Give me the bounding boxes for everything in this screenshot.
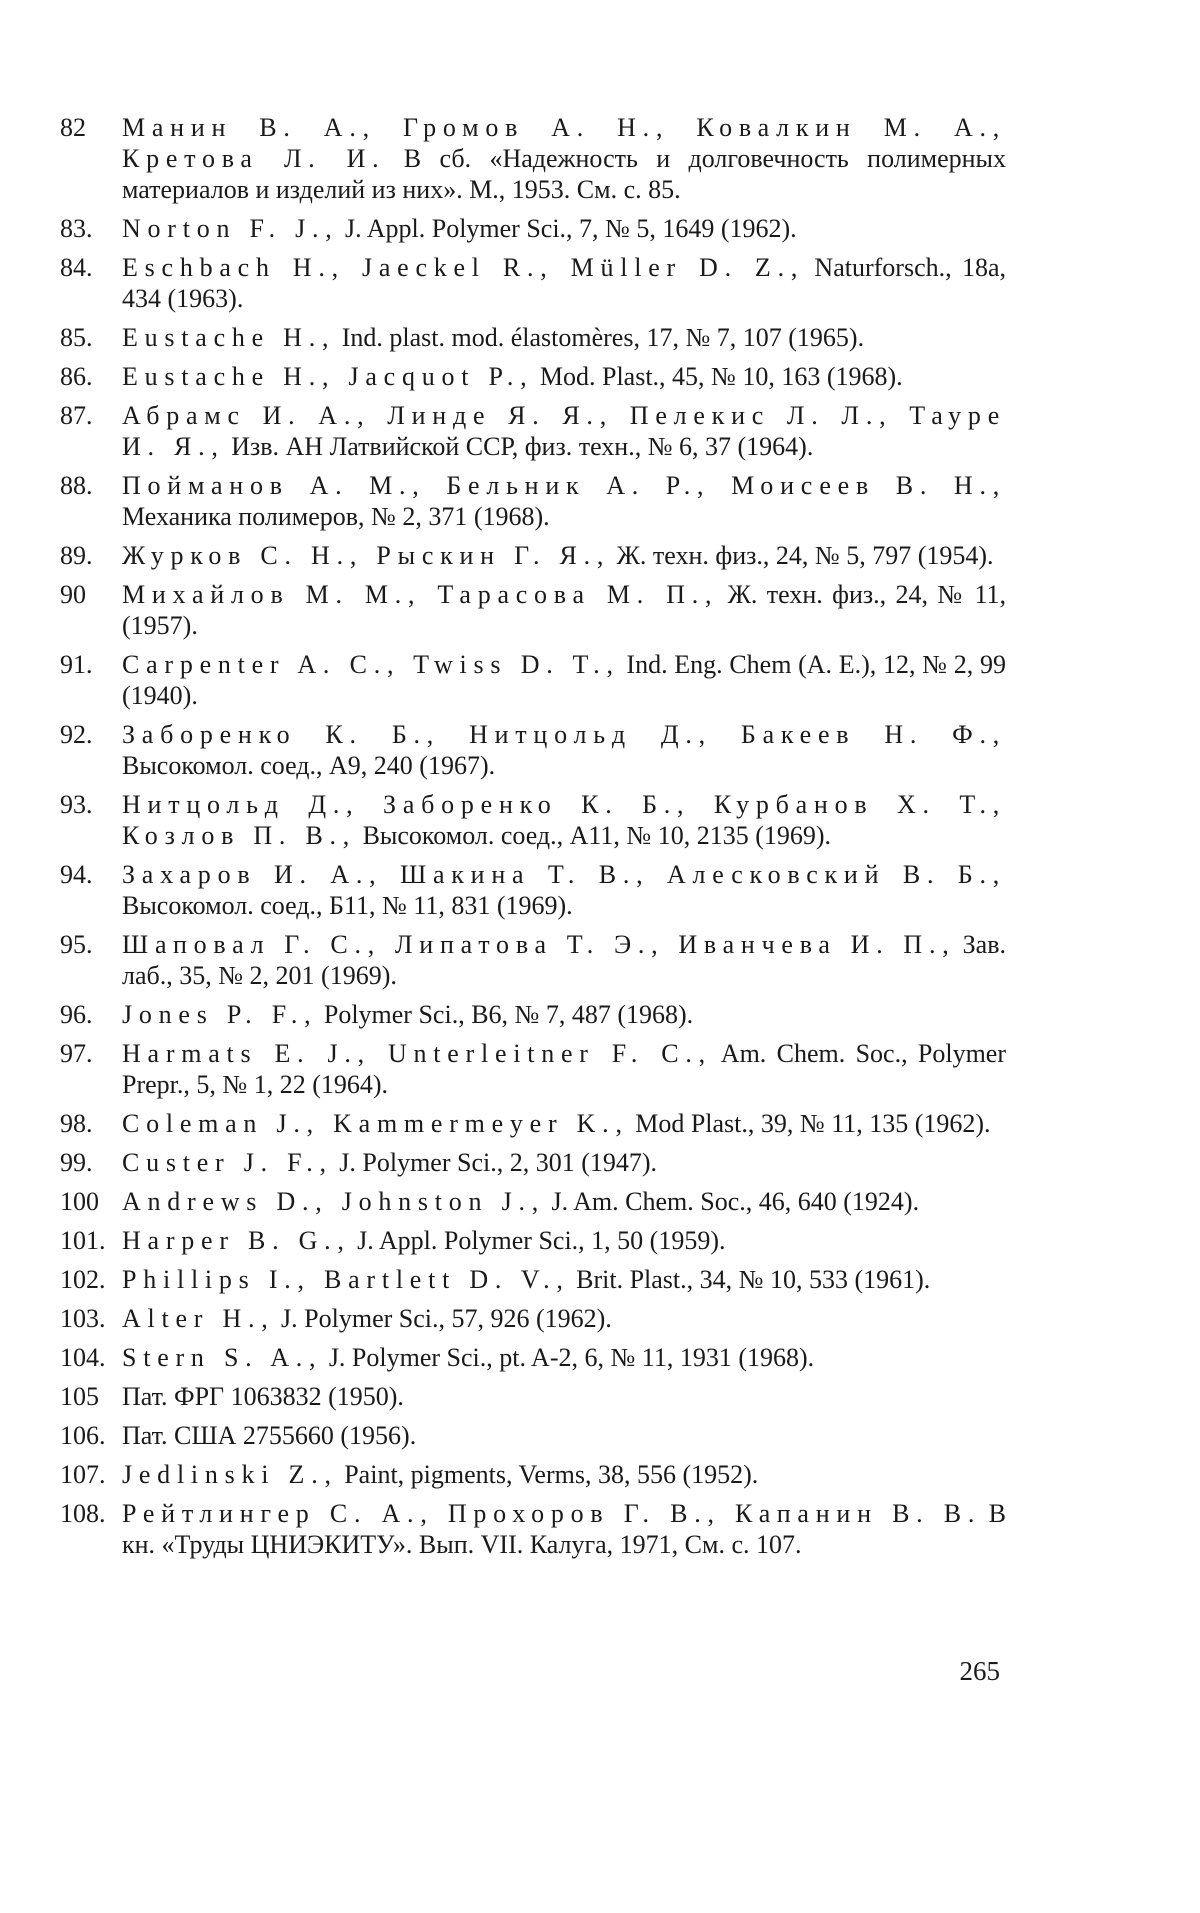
reference-source: Am. Chem. Soc., Polymer Prepr., 5, № 1, 22 (1964). — [122, 1039, 1007, 1099]
reference-source: Пат. ФРГ 1063832 (1950). — [122, 1382, 404, 1411]
reference-entry — [60, 789, 1006, 851]
reference-entry — [60, 1303, 1006, 1334]
reference-body — [122, 1186, 1006, 1217]
reference-number: 94. — [60, 860, 93, 889]
reference-authors: Eustache H., — [122, 323, 336, 352]
reference-number: 105 — [60, 1382, 99, 1411]
reference-number: 91. — [60, 650, 93, 679]
reference-source: Ind. Eng. Chem (A. E.), 12, № 2, 99 (1940). — [122, 650, 1006, 710]
reference-number: 99. — [60, 1148, 93, 1177]
reference-body — [122, 1264, 1006, 1295]
reference-body — [122, 322, 1006, 353]
reference-source: Высокомол. соед., Б11, № 11, 831 (1969). — [122, 891, 573, 920]
reference-authors: Eustache H., Jacquot P., — [122, 362, 534, 391]
reference-number: 98. — [60, 1109, 93, 1138]
reference-authors: Абрамс И. А., Линде Я. Я., Пелекис Л. Л., Тауре И. Я., — [122, 401, 1006, 461]
reference-source: Зав. лаб., 35, № 2, 201 (1969). — [122, 930, 1006, 990]
reference-entry — [60, 859, 1006, 921]
reference-number: 95. — [60, 930, 93, 959]
reference-entry — [60, 1038, 1006, 1100]
reference-number: 83. — [60, 214, 93, 243]
reference-body — [122, 1147, 1006, 1178]
reference-body — [122, 719, 1006, 781]
reference-source: Пат. США 2755660 (1956). — [122, 1421, 417, 1450]
reference-source: J. Am. Chem. Soc., 46, 640 (1924). — [544, 1187, 920, 1216]
reference-source: J. Appl. Polymer Sci., 1, 50 (1959). — [350, 1226, 726, 1255]
reference-authors: Нитцольд Д., Заборенко К. Б., Курбанов Х. Т., Козлов П. В., — [122, 790, 1006, 850]
reference-number: 82 — [60, 113, 86, 142]
reference-source: J. Polymer Sci., 2, 301 (1947). — [332, 1148, 658, 1177]
reference-authors: Захаров И. А., Шакина Т. В., Алесковский В. Б., — [122, 860, 1006, 889]
reference-body — [122, 1459, 1006, 1490]
reference-authors: Alter H., — [122, 1304, 275, 1333]
page-number: 265 — [959, 1656, 1000, 1686]
reference-source: Высокомол. соед., А9, 240 (1967). — [122, 751, 496, 780]
reference-entry — [60, 213, 1006, 244]
reference-authors: Журков С. Н., Рыскин Г. Я., — [122, 541, 611, 570]
reference-number: 96. — [60, 1000, 93, 1029]
reference-body — [122, 999, 1006, 1030]
reference-source: В сб. «Надежность и долговечность полимерных материалов и изделий из них». М., 1953. См. с. 85. — [122, 144, 1006, 204]
reference-entry — [60, 1459, 1006, 1490]
reference-entry — [60, 252, 1006, 314]
reference-body — [122, 1420, 1006, 1451]
reference-source: Ж. техн. физ., 24, № 5, 797 (1954). — [610, 541, 994, 570]
reference-entry — [60, 1264, 1006, 1295]
reference-number: 84. — [60, 253, 93, 282]
reference-entry — [60, 1342, 1006, 1373]
reference-entry — [60, 400, 1006, 462]
reference-body — [122, 540, 1006, 571]
reference-entry — [60, 999, 1006, 1030]
reference-list — [60, 112, 1006, 1568]
reference-entry — [60, 929, 1006, 991]
reference-number: 102. — [60, 1265, 106, 1294]
reference-number: 87. — [60, 401, 93, 430]
reference-body — [122, 789, 1006, 851]
reference-entry — [60, 322, 1006, 353]
reference-body — [122, 649, 1006, 711]
reference-entry — [60, 1186, 1006, 1217]
reference-number: 89. — [60, 541, 93, 570]
reference-authors: Рейтлингер С. А., Прохоров Г. В., Капанин В. В. — [122, 1499, 982, 1528]
reference-authors: Norton F. J., — [122, 214, 339, 243]
reference-authors: Carpenter A. C., Twiss D. T., — [122, 650, 620, 679]
reference-authors: Stern S. A., — [122, 1343, 323, 1372]
reference-body — [122, 112, 1006, 205]
reference-authors: Jedlinski Z., — [122, 1460, 338, 1489]
reference-entry — [60, 1498, 1006, 1560]
reference-authors: Harper B. G., — [122, 1226, 351, 1255]
reference-source: В кн. «Труды ЦНИЭКИТУ». Вып. VII. Калуга, 1971, См. с. 107. — [122, 1499, 1006, 1559]
reference-body — [122, 1038, 1006, 1100]
reference-entry — [60, 1420, 1006, 1451]
reference-number: 90 — [60, 580, 86, 609]
reference-body — [122, 1303, 1006, 1334]
reference-number: 92. — [60, 720, 93, 749]
reference-number: 106. — [60, 1421, 106, 1450]
reference-entry — [60, 579, 1006, 641]
reference-body — [122, 579, 1006, 641]
reference-body — [122, 929, 1006, 991]
reference-number: 104. — [60, 1343, 106, 1372]
reference-entry — [60, 1381, 1006, 1412]
reference-body — [122, 400, 1006, 462]
reference-authors: Coleman J., Kammermeyer K., — [122, 1109, 629, 1138]
reference-source: Naturforsch., 18a, 434 (1963). — [122, 253, 1006, 313]
reference-source: Ind. plast. mod. élastomères, 17, № 7, 107 (1965). — [335, 323, 865, 352]
reference-source: Polymer Sci., B6, № 7, 487 (1968). — [317, 1000, 694, 1029]
reference-body — [122, 361, 1006, 392]
reference-number: 93. — [60, 790, 93, 819]
reference-entry — [60, 540, 1006, 571]
reference-source: Высокомол. соед., А11, № 10, 2135 (1969). — [356, 821, 832, 850]
reference-authors: Манин В. А., Громов А. Н., Ковалкин М. А., Кретова Л. И. — [122, 113, 1006, 173]
reference-entry — [60, 1108, 1006, 1139]
reference-source: J. Polymer Sci., pt. A-2, 6, № 11, 1931 (1968). — [322, 1343, 815, 1372]
reference-entry — [60, 112, 1006, 205]
reference-number: 108. — [60, 1499, 106, 1528]
reference-source: Mod. Plast., 45, № 10, 163 (1968). — [533, 362, 903, 391]
reference-body — [122, 1108, 1006, 1139]
reference-body — [122, 1225, 1006, 1256]
reference-source: Ж. техн. физ., 24, № 11, (1957). — [122, 580, 1006, 640]
reference-authors: Harmats E. J., Unterleitner F. C., — [122, 1039, 712, 1068]
reference-body — [122, 1381, 1006, 1412]
reference-number: 86. — [60, 362, 93, 391]
reference-authors: Михайлов М. М., Тарасова М. П., — [122, 580, 719, 609]
reference-number: 103. — [60, 1304, 106, 1333]
reference-number: 101. — [60, 1226, 106, 1255]
reference-number: 88. — [60, 471, 93, 500]
reference-number: 85. — [60, 323, 93, 352]
reference-number: 100 — [60, 1187, 99, 1216]
reference-body — [122, 470, 1006, 532]
reference-entry — [60, 361, 1006, 392]
reference-entry — [60, 719, 1006, 781]
reference-body — [122, 213, 1006, 244]
reference-body — [122, 252, 1006, 314]
reference-number: 107. — [60, 1460, 106, 1489]
reference-source: Mod Plast., 39, № 11, 135 (1962). — [628, 1109, 991, 1138]
reference-source: J. Polymer Sci., 57, 926 (1962). — [274, 1304, 612, 1333]
reference-entry — [60, 1147, 1006, 1178]
reference-body — [122, 859, 1006, 921]
reference-entry — [60, 1225, 1006, 1256]
reference-source: Brit. Plast., 34, № 10, 533 (1961). — [569, 1265, 931, 1294]
reference-authors: Jones P. F., — [122, 1000, 318, 1029]
reference-body — [122, 1342, 1006, 1373]
reference-source: J. Appl. Polymer Sci., 7, № 5, 1649 (1962). — [338, 214, 797, 243]
reference-body — [122, 1498, 1006, 1560]
reference-authors: Andrews D., Johnston J., — [122, 1187, 545, 1216]
reference-authors: Eschbach H., Jaeckel R., Müller D. Z., — [122, 253, 805, 282]
reference-source: Механика полимеров, № 2, 371 (1968). — [122, 502, 550, 531]
reference-source: Изв. АН Латвийской ССР, физ. техн., № 6, 37 (1964). — [224, 432, 814, 461]
reference-entry — [60, 470, 1006, 532]
reference-authors: Шаповал Г. С., Липатова Т. Э., Иванчева И. П., — [122, 930, 956, 959]
reference-number: 97. — [60, 1039, 93, 1068]
reference-entry — [60, 649, 1006, 711]
reference-source: Paint, pigments, Verms, 38, 556 (1952). — [337, 1460, 759, 1489]
reference-authors: Пойманов А. М., Бельник А. Р., Моисеев В. Н., — [122, 471, 1006, 500]
reference-authors: Заборенко К. Б., Нитцольд Д., Бакеев Н. Ф., — [122, 720, 1006, 749]
reference-authors: Custer J. F., — [122, 1148, 333, 1177]
reference-authors: Phillips I., Bartlett D. V., — [122, 1265, 570, 1294]
